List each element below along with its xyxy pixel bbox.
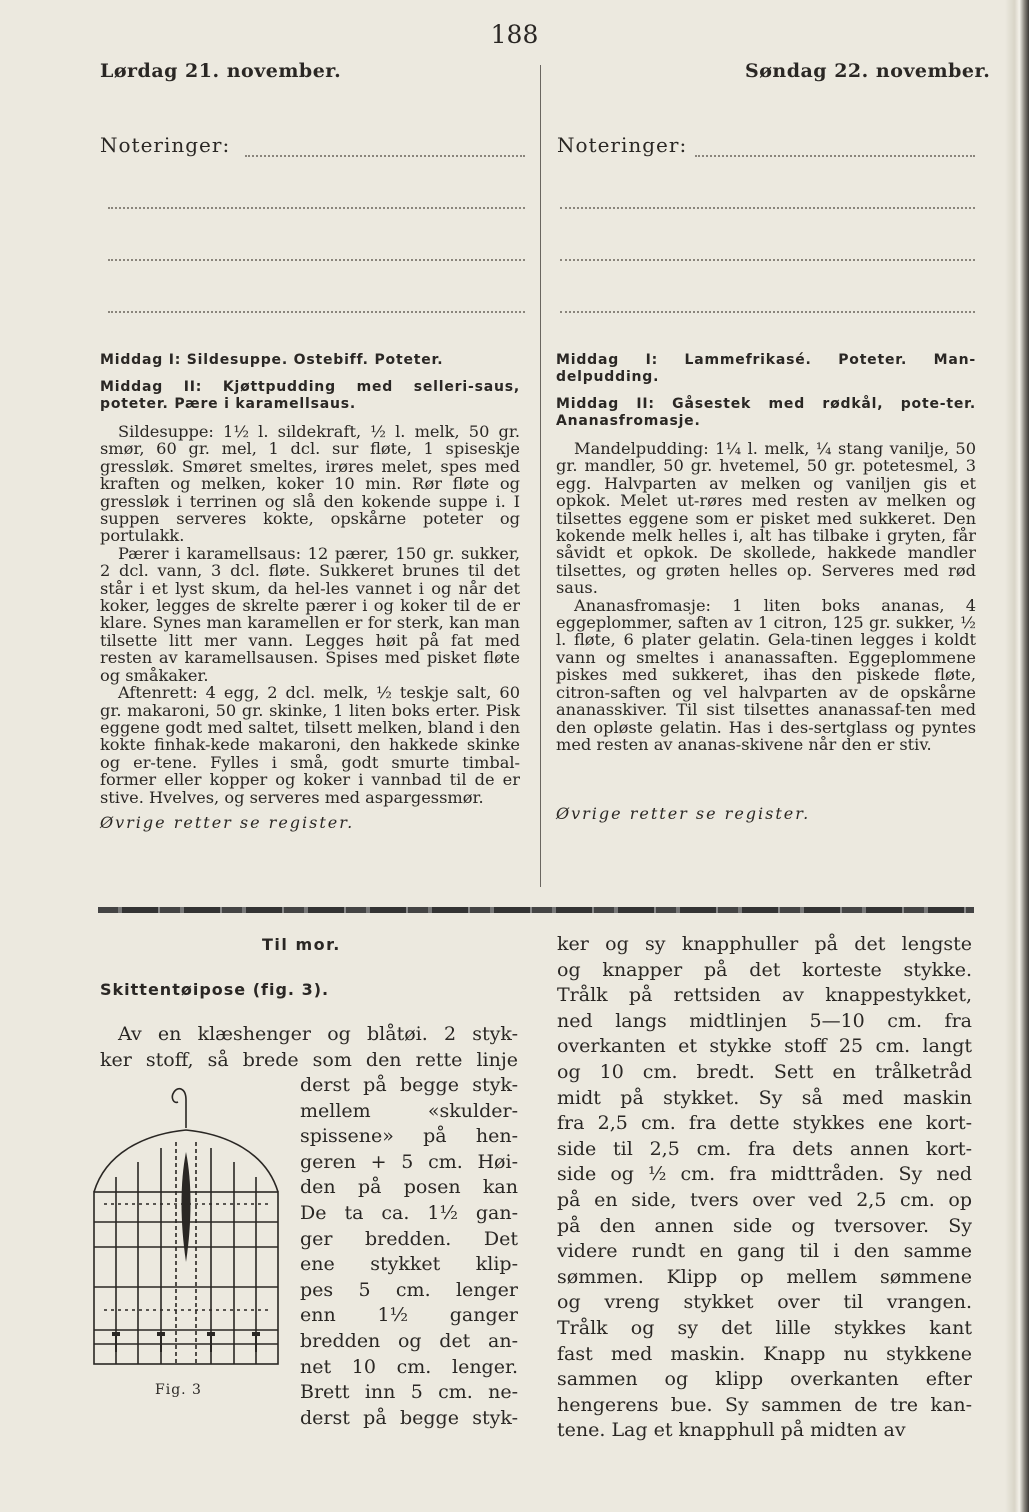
notes-line <box>245 154 525 157</box>
text-line: og vreng stykket over til vrangen. <box>557 1291 972 1314</box>
text-line: Trålk på rettsiden av knappestykket, <box>557 984 972 1007</box>
register-note: Øvrige retter se register. <box>556 804 811 824</box>
text-line: hengerens bue. Sy sammen de tre kan- <box>557 1393 972 1416</box>
day-heading-saturday: Lørdag 21. november. <box>100 60 342 82</box>
text-line: ene stykket klip- <box>300 1253 518 1276</box>
text-line: derst på begge styk- <box>300 1074 518 1096</box>
sunday-column <box>556 352 976 823</box>
menu-dinner-2: Middag II: Gåsestek med rødkål, pote-ter. Ananasfromasje. <box>556 396 976 429</box>
text-line: bredden og det an- <box>300 1329 518 1352</box>
text-line: og knapper på det korteste stykke. <box>557 958 972 981</box>
day-heading-sunday: Søndag 22. november. <box>745 60 991 82</box>
page-edge <box>1005 0 1029 1512</box>
notes-label-left: Noteringer: <box>100 133 231 157</box>
text-line: spissene» på hen- <box>300 1125 518 1148</box>
notes-line <box>695 154 975 157</box>
text-line: sammen og klipp overkanten efter <box>557 1368 972 1391</box>
text-line: net 10 cm. lenger. <box>300 1355 518 1378</box>
recipe-paragraph: Aftenrett: 4 egg, 2 dcl. melk, ½ teskje salt, 60 gr. makaroni, 50 gr. skinke, 1 liten boks erter. Pisk eggene godt med saltet, tilsett melken, bland i den kokte finhak-kede makaroni, den hakkede skinke og er-tene. Fylles i små, godt smurte timbal-former eller kopper og koker i vannbad til de er stive. Hvelves, og serveres med aspargessmør. <box>100 683 520 807</box>
text-line: sømmen. Klipp op mellem sømmene <box>557 1265 972 1288</box>
text-line: ker stoff, så brede som den rette linje <box>100 1048 518 1071</box>
text-line: på den annen side og tversover. Sy <box>557 1214 972 1237</box>
text-line: Av en klæshenger og blåtøi. 2 styk- <box>118 1023 518 1045</box>
page-number: 188 <box>490 20 539 49</box>
text-line: side og ½ cm. fra midttråden. Sy ned <box>557 1163 972 1186</box>
laundry-bag-figure <box>86 1082 286 1372</box>
text-line: derst på begge styk- <box>300 1406 518 1429</box>
menu-dinner-1: Middag I: Sildesuppe. Ostebiff. Poteter. <box>100 352 444 368</box>
article-title: Skittentøipose (fig. 3). <box>100 980 330 999</box>
menu-dinner-2: Middag II: Kjøttpudding med selleri-saus, poteter. Pære i karamellsaus. <box>100 379 520 412</box>
article-continuation <box>557 932 972 1444</box>
text-line: Brett inn 5 cm. ne- <box>300 1381 518 1404</box>
recipe-paragraph: Sildesuppe: 1½ l. sildekraft, ½ l. melk, 50 gr. smør, 60 gr. mel, 1 dcl. sur fløte, 1 spiseskje gressløk. Smøret smeltes, irøres melet, spes med kraften og melken, koker 10 min. Rør fløte og gressløk i terrinen og slå den kokende suppe i. I suppen serveres kokte, opskårne poteter og portulakk. <box>100 422 520 546</box>
notes-label-right: Noteringer: <box>557 133 688 157</box>
column-divider <box>540 65 541 887</box>
text-line: den på posen kan <box>300 1176 518 1199</box>
text-line: overkanten et stykke stoff 25 cm. langt <box>557 1035 972 1058</box>
notes-line <box>560 206 975 209</box>
article-intro <box>100 1022 518 1073</box>
text-line: midt på stykket. Sy så med maskin <box>557 1086 972 1109</box>
section-divider <box>98 907 974 913</box>
section-heading: Til mor. <box>262 935 341 954</box>
recipe-paragraph: Mandelpudding: 1¼ l. melk, ¼ stang vanilje, 50 gr. mandler, 50 gr. hvetemel, 50 gr. potetesmel, 3 egg. Halvparten av melken og vaniljen gis et opkok. Melet ut-røres med resten av melken og tilsettes eggene som er pisket med sukkeret. Den kokende melk helles i, alt has tilbake i gryten, får såvidt et opkok. De skollede, hakkede mandler tilsettes, og grøten helles op. Serveres med rød saus. <box>556 439 976 598</box>
text-line: Trålk og sy det lille stykkes kant <box>557 1316 972 1339</box>
notes-line <box>108 258 525 261</box>
text-line: fra 2,5 cm. fra dette stykkes ene kort- <box>557 1112 972 1135</box>
text-line: ger bredden. Det <box>300 1227 518 1250</box>
text-line: på en side, tvers over ved 2,5 cm. op <box>557 1188 972 1211</box>
notes-line <box>560 310 975 313</box>
text-line: De ta ca. 1½ gan- <box>300 1201 518 1224</box>
notes-line <box>108 310 525 313</box>
figure-caption: Fig. 3 <box>155 1382 202 1398</box>
article-narrow-column <box>300 1073 518 1431</box>
text-line: og 10 cm. bredt. Sett en trålketråd <box>557 1060 972 1083</box>
text-line: ker og sy knapphuller på det lengste <box>557 933 972 955</box>
register-note: Øvrige retter se register. <box>100 812 355 832</box>
recipe-paragraph: Ananasfromasje: 1 liten boks ananas, 4 eggeplommer, saften av 1 citron, 125 gr. sukker, ½ l. fløte, 6 plater gelatin. Gela-tinen legges i koldt vann og smeltes i ananassaften. Eggeplommene piskes med sukkeret, ihas den piskede fløte, citron-saften og vel halvparten av de opskårne ananasskiver. Til sist tilsettes ananassaf-ten med den opløste gelatin. Has i des-sertglass og pyntes med resten av ananas-skivene når den er stiv. <box>556 595 976 754</box>
hanger-hook <box>172 1089 186 1128</box>
center-seam <box>182 1152 191 1262</box>
notes-line <box>560 258 975 261</box>
text-line: side til 2,5 cm. fra dets annen kort- <box>557 1137 972 1160</box>
text-line: ned langs midtlinjen 5—10 cm. fra <box>557 1009 972 1032</box>
text-line: mellem «skulder- <box>300 1099 518 1122</box>
saturday-column <box>100 352 520 831</box>
text-line: enn 1½ ganger <box>300 1304 518 1327</box>
text-line: geren + 5 cm. Høi- <box>300 1150 518 1173</box>
menu-dinner-1: Middag I: Lammefrikasé. Poteter. Man-delpudding. <box>556 352 976 385</box>
notes-line <box>108 206 525 209</box>
text-line: pes 5 cm. lenger <box>300 1278 518 1301</box>
recipe-paragraph: Pærer i karamellsaus: 12 pærer, 150 gr. sukker, 2 dcl. vann, 3 dcl. fløte. Sukkeret brunes til det står i et lyst skum, da hel-les vannet i og når det koker, legges de skrelte pærer i og koker til de er klare. Synes man karamellen er for sterk, kan man tilsette litt mer vann. Legges høit på fat med resten av karamellsausen. Spises med pisket fløte og småkaker. <box>100 543 520 685</box>
text-line: videre rundt en gang til i den samme <box>557 1240 972 1263</box>
text-line: fast med maskin. Knapp nu stykkene <box>557 1342 972 1365</box>
text-line: tene. Lag et knapphull på midten av <box>557 1419 906 1442</box>
